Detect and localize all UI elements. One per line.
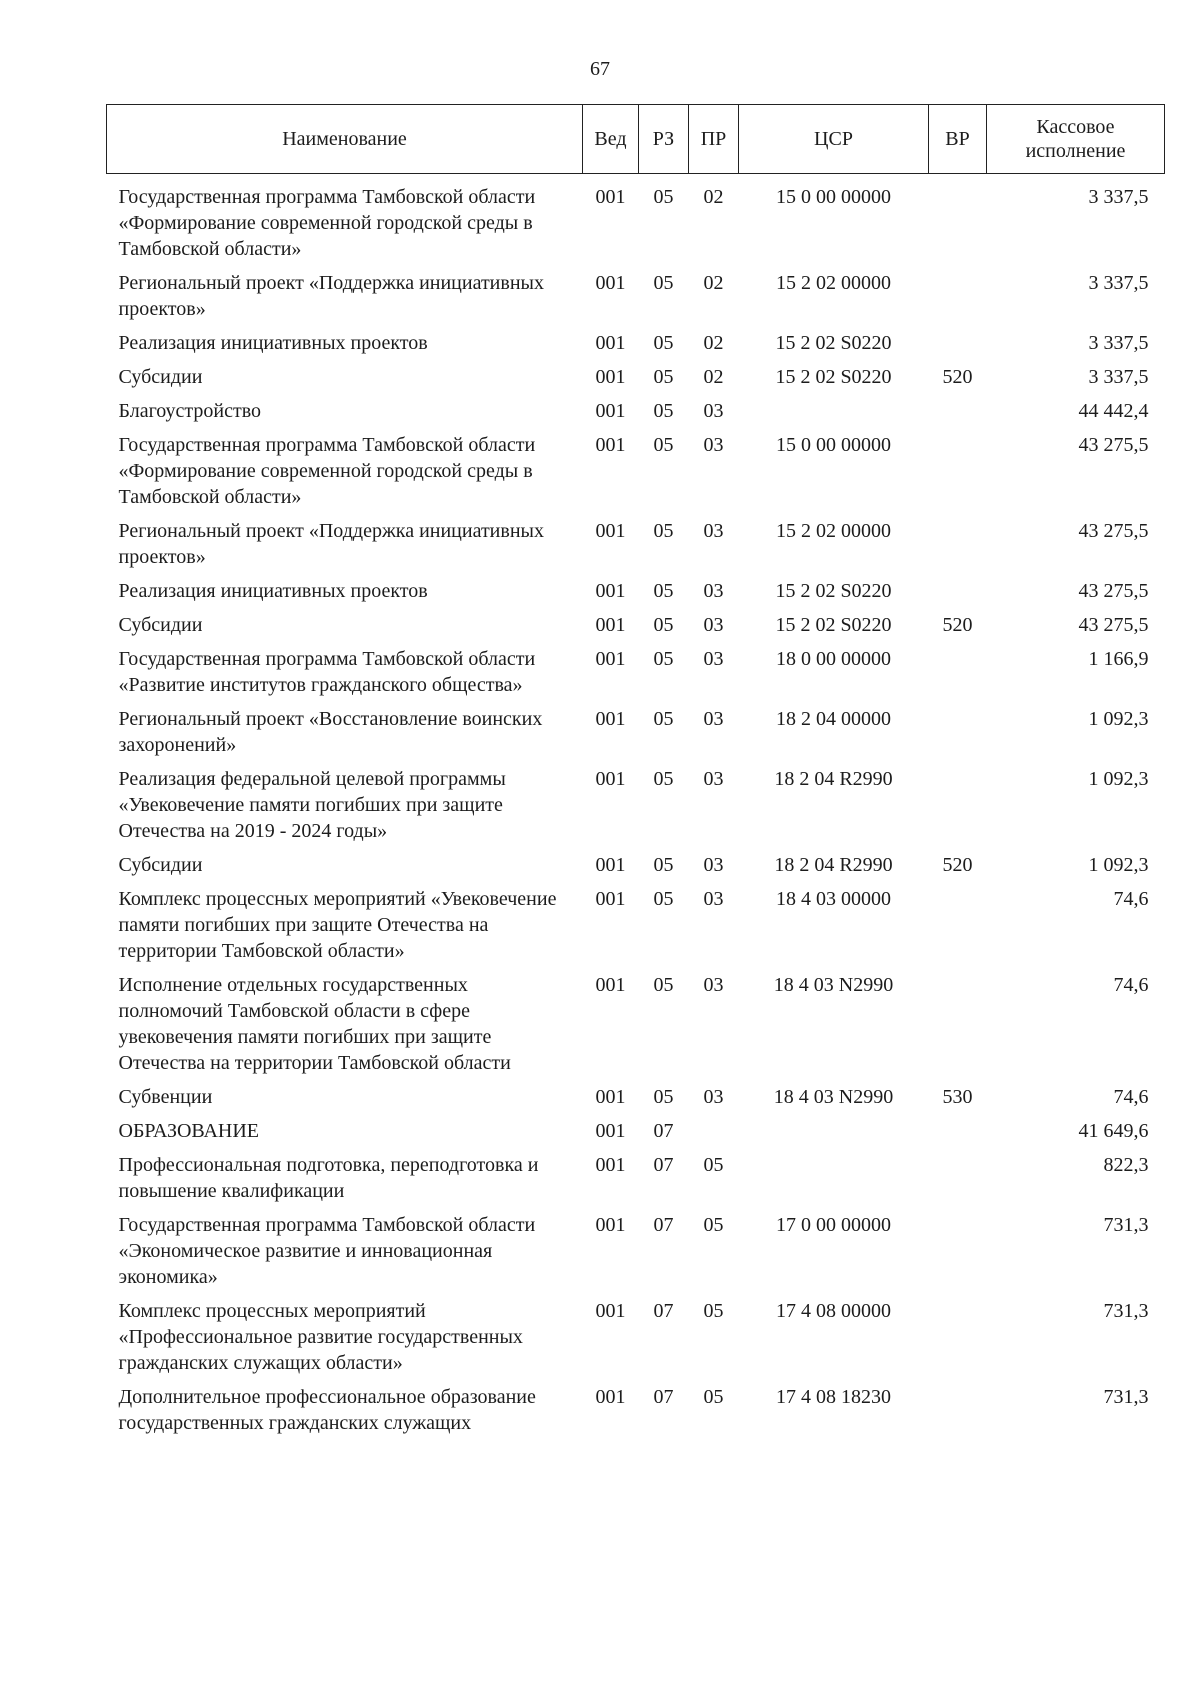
- row-amount: 3 337,5: [1088, 272, 1149, 294]
- header-vr: ВР: [929, 105, 987, 174]
- row-amount: 822,3: [1103, 1154, 1149, 1176]
- table-row: [107, 270, 1165, 330]
- row-ved: 001: [595, 768, 626, 790]
- table-row: [107, 1118, 1165, 1152]
- row-rz: 05: [653, 400, 674, 422]
- row-amount: 1 092,3: [1088, 854, 1149, 876]
- row-csr: 18 2 04 R2990: [774, 854, 893, 876]
- row-rz: 05: [653, 708, 674, 730]
- row-name: Субсидии: [118, 854, 203, 876]
- row-rz: 07: [653, 1120, 674, 1142]
- row-name: Благоустройство: [118, 400, 262, 422]
- header-name: Наименование: [107, 105, 583, 174]
- row-amount: 1 092,3: [1088, 768, 1149, 790]
- row-amount: 43 275,5: [1078, 434, 1149, 456]
- row-name: Государственная программа Тамбовской области «Формирование современной городской среды в Тамбовской области»: [118, 186, 536, 260]
- row-vr: 530: [942, 1086, 973, 1108]
- row-vr: [929, 578, 987, 612]
- row-pr: 03: [703, 768, 724, 790]
- row-pr: 03: [703, 974, 724, 996]
- row-pr: 02: [703, 332, 724, 354]
- row-csr: [739, 1118, 929, 1152]
- row-csr: 18 4 03 N2990: [773, 1086, 894, 1108]
- row-ved: 001: [595, 580, 626, 602]
- row-vr: [929, 1212, 987, 1298]
- row-csr: 15 2 02 S0220: [775, 614, 892, 636]
- row-ved: 001: [595, 186, 626, 208]
- table-row: [107, 364, 1165, 398]
- row-name: Комплекс процессных мероприятий «Профессиональное развитие государственных гражданских служащих области»: [118, 1300, 523, 1374]
- row-rz: 07: [653, 1300, 674, 1322]
- row-name: Комплекс процессных мероприятий «Увековечение памяти погибших при защите Отечества на территории Тамбовской области»: [118, 888, 557, 962]
- row-amount: 3 337,5: [1088, 186, 1149, 208]
- row-rz: 05: [653, 332, 674, 354]
- row-vr: [929, 330, 987, 364]
- row-ved: 001: [595, 708, 626, 730]
- row-ved: 001: [595, 1386, 626, 1408]
- row-name: Субсидии: [118, 614, 203, 636]
- header-ved: Вед: [583, 105, 639, 174]
- row-rz: 05: [653, 854, 674, 876]
- row-pr: 02: [703, 186, 724, 208]
- row-vr: [929, 646, 987, 706]
- table-body: [107, 174, 1165, 1445]
- row-vr: [929, 972, 987, 1084]
- header-rz: РЗ: [639, 105, 689, 174]
- row-name: Профессиональная подготовка, переподготовка и повышение квалификации: [118, 1154, 539, 1202]
- row-amount: 43 275,5: [1078, 520, 1149, 542]
- row-csr: 17 4 08 18230: [776, 1386, 891, 1408]
- header-pr: ПР: [689, 105, 739, 174]
- table-row: [107, 972, 1165, 1084]
- row-ved: 001: [595, 1214, 626, 1236]
- row-vr: [929, 1298, 987, 1384]
- row-ved: 001: [595, 1120, 626, 1142]
- row-ved: 001: [595, 974, 626, 996]
- row-name: Реализация инициативных проектов: [118, 580, 428, 602]
- row-csr: 15 2 02 S0220: [775, 366, 892, 388]
- row-rz: 07: [653, 1154, 674, 1176]
- row-ved: 001: [595, 332, 626, 354]
- row-amount: 74,6: [1113, 888, 1149, 910]
- row-csr: [739, 398, 929, 432]
- row-csr: 17 0 00 00000: [776, 1214, 891, 1236]
- row-ved: 001: [595, 434, 626, 456]
- row-csr: 15 0 00 00000: [776, 434, 891, 456]
- row-vr: [929, 766, 987, 852]
- table-row: [107, 886, 1165, 972]
- row-name: Субсидии: [118, 366, 203, 388]
- row-amount: 3 337,5: [1088, 366, 1149, 388]
- row-pr: 03: [703, 400, 724, 422]
- row-vr: 520: [942, 614, 973, 636]
- header-csr: ЦСР: [739, 105, 929, 174]
- row-pr: 03: [703, 520, 724, 542]
- table-row: [107, 1152, 1165, 1212]
- table-row: [107, 1212, 1165, 1298]
- row-name: ОБРАЗОВАНИЕ: [118, 1120, 260, 1142]
- row-rz: 05: [653, 580, 674, 602]
- row-amount: 3 337,5: [1088, 332, 1149, 354]
- row-ved: 001: [595, 400, 626, 422]
- row-pr: 02: [703, 272, 724, 294]
- row-csr: 15 2 02 00000: [776, 520, 891, 542]
- row-rz: 05: [653, 614, 674, 636]
- row-csr: 18 0 00 00000: [776, 648, 891, 670]
- table-row: [107, 646, 1165, 706]
- row-pr: 05: [703, 1386, 724, 1408]
- row-ved: 001: [595, 854, 626, 876]
- row-vr: 520: [942, 366, 973, 388]
- row-name: Реализация инициативных проектов: [118, 332, 428, 354]
- row-vr: [929, 518, 987, 578]
- table-header-row: [107, 105, 1165, 174]
- row-csr: 15 0 00 00000: [776, 186, 891, 208]
- table-row: [107, 1298, 1165, 1384]
- row-rz: 05: [653, 272, 674, 294]
- row-vr: [929, 1118, 987, 1152]
- row-vr: 520: [942, 854, 973, 876]
- row-pr: 03: [703, 1086, 724, 1108]
- row-csr: 18 4 03 00000: [776, 888, 891, 910]
- row-rz: 05: [653, 366, 674, 388]
- row-amount: 43 275,5: [1078, 614, 1149, 636]
- table-row: [107, 578, 1165, 612]
- row-csr: 18 4 03 N2990: [773, 974, 894, 996]
- row-amount: 43 275,5: [1078, 580, 1149, 602]
- row-vr: [929, 1152, 987, 1212]
- row-amount: 74,6: [1113, 1086, 1149, 1108]
- table-row: [107, 766, 1165, 852]
- row-rz: 05: [653, 520, 674, 542]
- row-csr: 15 2 02 S0220: [775, 332, 892, 354]
- row-pr: 03: [703, 648, 724, 670]
- row-pr: [689, 1118, 739, 1152]
- row-name: Дополнительное профессиональное образование государственных гражданских служащих: [118, 1386, 536, 1434]
- row-pr: 03: [703, 434, 724, 456]
- row-vr: [929, 398, 987, 432]
- row-rz: 05: [653, 1086, 674, 1108]
- row-pr: 03: [703, 708, 724, 730]
- row-name: Государственная программа Тамбовской области «Экономическое развитие и инновационная экономика»: [118, 1214, 536, 1288]
- row-ved: 001: [595, 520, 626, 542]
- table-row: [107, 706, 1165, 766]
- row-name: Государственная программа Тамбовской области «Формирование современной городской среды в Тамбовской области»: [118, 434, 536, 508]
- row-ved: 001: [595, 614, 626, 636]
- row-pr: 05: [703, 1214, 724, 1236]
- row-csr: 17 4 08 00000: [776, 1300, 891, 1322]
- row-vr: [929, 886, 987, 972]
- header-amount: Кассовое исполнение: [987, 105, 1165, 174]
- row-amount: 731,3: [1103, 1386, 1149, 1408]
- row-ved: 001: [595, 1300, 626, 1322]
- row-csr: 15 2 02 00000: [776, 272, 891, 294]
- row-amount: 731,3: [1103, 1300, 1149, 1322]
- table-row: [107, 174, 1165, 271]
- table-row: [107, 518, 1165, 578]
- row-amount: 44 442,4: [1078, 400, 1149, 422]
- row-vr: [929, 174, 987, 271]
- row-pr: 05: [703, 1154, 724, 1176]
- budget-table: [106, 104, 1165, 1444]
- row-pr: 05: [703, 1300, 724, 1322]
- row-ved: 001: [595, 366, 626, 388]
- row-ved: 001: [595, 1086, 626, 1108]
- row-rz: 07: [653, 1386, 674, 1408]
- table-row: [107, 330, 1165, 364]
- row-pr: 03: [703, 854, 724, 876]
- row-csr: 18 2 04 00000: [776, 708, 891, 730]
- row-name: Региональный проект «Поддержка инициативных проектов»: [118, 520, 544, 568]
- table-row: [107, 1084, 1165, 1118]
- table-row: [107, 398, 1165, 432]
- row-name: Региональный проект «Восстановление воинских захоронений»: [118, 708, 543, 756]
- row-pr: 03: [703, 614, 724, 636]
- row-csr: 15 2 02 S0220: [775, 580, 892, 602]
- row-rz: 07: [653, 1214, 674, 1236]
- row-amount: 41 649,6: [1078, 1120, 1149, 1142]
- row-rz: 05: [653, 186, 674, 208]
- row-csr: [739, 1152, 929, 1212]
- row-name: Исполнение отдельных государственных полномочий Тамбовской области в сфере увековечения памяти погибших при защите Отечества на территории Тамбовской области: [118, 974, 511, 1074]
- row-name: Субвенции: [118, 1086, 213, 1108]
- row-rz: 05: [653, 888, 674, 910]
- row-vr: [929, 1384, 987, 1444]
- row-vr: [929, 706, 987, 766]
- row-pr: 03: [703, 888, 724, 910]
- table-row: [107, 852, 1165, 886]
- row-rz: 05: [653, 434, 674, 456]
- row-amount: 1 166,9: [1088, 648, 1149, 670]
- table-row: [107, 612, 1165, 646]
- row-rz: 05: [653, 768, 674, 790]
- row-name: Реализация федеральной целевой программы «Увековечение памяти погибших при защите Отечества на 2019 - 2024 годы»: [118, 768, 506, 842]
- row-ved: 001: [595, 1154, 626, 1176]
- row-vr: [929, 432, 987, 518]
- row-amount: 731,3: [1103, 1214, 1149, 1236]
- row-pr: 03: [703, 580, 724, 602]
- row-pr: 02: [703, 366, 724, 388]
- row-name: Государственная программа Тамбовской области «Развитие институтов гражданского общества»: [118, 648, 536, 696]
- row-ved: 001: [595, 648, 626, 670]
- row-ved: 001: [595, 272, 626, 294]
- row-ved: 001: [595, 888, 626, 910]
- row-rz: 05: [653, 648, 674, 670]
- row-amount: 74,6: [1113, 974, 1149, 996]
- row-rz: 05: [653, 974, 674, 996]
- row-name: Региональный проект «Поддержка инициативных проектов»: [118, 272, 544, 320]
- table-row: [107, 1384, 1165, 1444]
- row-vr: [929, 270, 987, 330]
- page-number: 67: [590, 58, 610, 80]
- row-csr: 18 2 04 R2990: [774, 768, 893, 790]
- table-row: [107, 432, 1165, 518]
- row-amount: 1 092,3: [1088, 708, 1149, 730]
